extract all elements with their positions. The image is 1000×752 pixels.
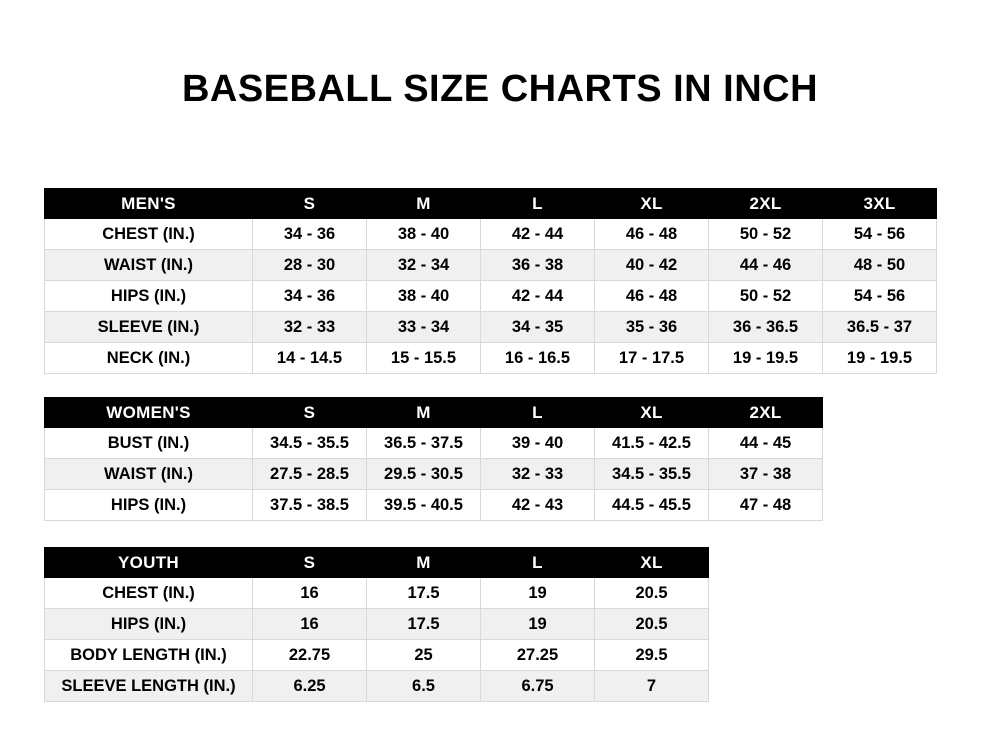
womens-table-body xyxy=(45,428,823,521)
mens-header-3xl: 3XL xyxy=(823,189,937,219)
table-row xyxy=(45,609,709,640)
row-label: NECK (IN.) xyxy=(45,343,253,374)
cell: 22.75 xyxy=(253,640,367,671)
cell: 6.5 xyxy=(367,671,481,702)
mens-header-2xl: 2XL xyxy=(709,189,823,219)
youth-table-head xyxy=(45,548,709,578)
cell: 41.5 - 42.5 xyxy=(595,428,709,459)
row-label: BUST (IN.) xyxy=(45,428,253,459)
table-row xyxy=(45,578,709,609)
womens-header-xl: XL xyxy=(595,398,709,428)
row-label: HIPS (IN.) xyxy=(45,490,253,521)
mens-size-chart xyxy=(44,188,937,374)
cell: 27.5 - 28.5 xyxy=(253,459,367,490)
cell: 16 - 16.5 xyxy=(481,343,595,374)
cell: 36 - 36.5 xyxy=(709,312,823,343)
cell: 37.5 - 38.5 xyxy=(253,490,367,521)
table-row xyxy=(45,428,823,459)
cell: 33 - 34 xyxy=(367,312,481,343)
cell: 50 - 52 xyxy=(709,219,823,250)
cell: 20.5 xyxy=(595,578,709,609)
row-label: CHEST (IN.) xyxy=(45,219,253,250)
row-label: HIPS (IN.) xyxy=(45,281,253,312)
table-row xyxy=(45,343,937,374)
cell: 34.5 - 35.5 xyxy=(253,428,367,459)
cell: 27.25 xyxy=(481,640,595,671)
cell: 44 - 45 xyxy=(709,428,823,459)
mens-header-label: MEN'S xyxy=(45,189,253,219)
cell: 6.75 xyxy=(481,671,595,702)
womens-table xyxy=(44,397,823,521)
cell: 36.5 - 37 xyxy=(823,312,937,343)
cell: 19 - 19.5 xyxy=(709,343,823,374)
row-label: SLEEVE (IN.) xyxy=(45,312,253,343)
page-title: BASEBALL SIZE CHARTS IN INCH xyxy=(181,68,819,110)
cell: 20.5 xyxy=(595,609,709,640)
youth-header-s: S xyxy=(253,548,367,578)
cell: 39 - 40 xyxy=(481,428,595,459)
cell: 34 - 36 xyxy=(253,281,367,312)
row-label: SLEEVE LENGTH (IN.) xyxy=(45,671,253,702)
mens-header-xl: XL xyxy=(595,189,709,219)
womens-table-head xyxy=(45,398,823,428)
womens-header-2xl: 2XL xyxy=(709,398,823,428)
cell: 35 - 36 xyxy=(595,312,709,343)
womens-size-chart xyxy=(44,397,823,521)
cell: 36.5 - 37.5 xyxy=(367,428,481,459)
cell: 38 - 40 xyxy=(367,219,481,250)
cell: 46 - 48 xyxy=(595,219,709,250)
mens-header-m: M xyxy=(367,189,481,219)
cell: 29.5 xyxy=(595,640,709,671)
cell: 32 - 33 xyxy=(481,459,595,490)
cell: 36 - 38 xyxy=(481,250,595,281)
cell: 28 - 30 xyxy=(253,250,367,281)
youth-header-m: M xyxy=(367,548,481,578)
mens-table xyxy=(44,188,937,374)
row-label: WAIST (IN.) xyxy=(45,250,253,281)
youth-header-label: YOUTH xyxy=(45,548,253,578)
table-row xyxy=(45,640,709,671)
cell: 44 - 46 xyxy=(709,250,823,281)
youth-table xyxy=(44,547,709,702)
cell: 32 - 33 xyxy=(253,312,367,343)
cell: 19 - 19.5 xyxy=(823,343,937,374)
cell: 46 - 48 xyxy=(595,281,709,312)
table-row xyxy=(45,281,937,312)
table-row xyxy=(45,671,709,702)
table-row xyxy=(45,219,937,250)
cell: 15 - 15.5 xyxy=(367,343,481,374)
cell: 37 - 38 xyxy=(709,459,823,490)
table-row xyxy=(45,490,823,521)
youth-header-xl: XL xyxy=(595,548,709,578)
cell: 40 - 42 xyxy=(595,250,709,281)
cell: 50 - 52 xyxy=(709,281,823,312)
youth-table-body xyxy=(45,578,709,702)
row-label: WAIST (IN.) xyxy=(45,459,253,490)
cell: 16 xyxy=(253,578,367,609)
cell: 25 xyxy=(367,640,481,671)
row-label: HIPS (IN.) xyxy=(45,609,253,640)
womens-header-l: L xyxy=(481,398,595,428)
table-header-row xyxy=(45,548,709,578)
cell: 54 - 56 xyxy=(823,219,937,250)
mens-table-body xyxy=(45,219,937,374)
table-header-row xyxy=(45,189,937,219)
cell: 54 - 56 xyxy=(823,281,937,312)
cell: 34 - 36 xyxy=(253,219,367,250)
mens-table-head xyxy=(45,189,937,219)
cell: 48 - 50 xyxy=(823,250,937,281)
cell: 17.5 xyxy=(367,578,481,609)
row-label: BODY LENGTH (IN.) xyxy=(45,640,253,671)
table-row xyxy=(45,459,823,490)
table-row xyxy=(45,312,937,343)
cell: 34.5 - 35.5 xyxy=(595,459,709,490)
cell: 44.5 - 45.5 xyxy=(595,490,709,521)
cell: 42 - 44 xyxy=(481,219,595,250)
cell: 16 xyxy=(253,609,367,640)
mens-header-s: S xyxy=(253,189,367,219)
cell: 29.5 - 30.5 xyxy=(367,459,481,490)
cell: 42 - 43 xyxy=(481,490,595,521)
table-header-row xyxy=(45,398,823,428)
youth-header-l: L xyxy=(481,548,595,578)
cell: 47 - 48 xyxy=(709,490,823,521)
cell: 32 - 34 xyxy=(367,250,481,281)
youth-size-chart xyxy=(44,547,709,702)
cell: 17 - 17.5 xyxy=(595,343,709,374)
cell: 19 xyxy=(481,609,595,640)
cell: 34 - 35 xyxy=(481,312,595,343)
womens-header-m: M xyxy=(367,398,481,428)
table-row xyxy=(45,250,937,281)
cell: 14 - 14.5 xyxy=(253,343,367,374)
row-label: CHEST (IN.) xyxy=(45,578,253,609)
cell: 6.25 xyxy=(253,671,367,702)
cell: 42 - 44 xyxy=(481,281,595,312)
womens-header-s: S xyxy=(253,398,367,428)
cell: 17.5 xyxy=(367,609,481,640)
womens-header-label: WOMEN'S xyxy=(45,398,253,428)
cell: 38 - 40 xyxy=(367,281,481,312)
mens-header-l: L xyxy=(481,189,595,219)
cell: 7 xyxy=(595,671,709,702)
cell: 19 xyxy=(481,578,595,609)
cell: 39.5 - 40.5 xyxy=(367,490,481,521)
